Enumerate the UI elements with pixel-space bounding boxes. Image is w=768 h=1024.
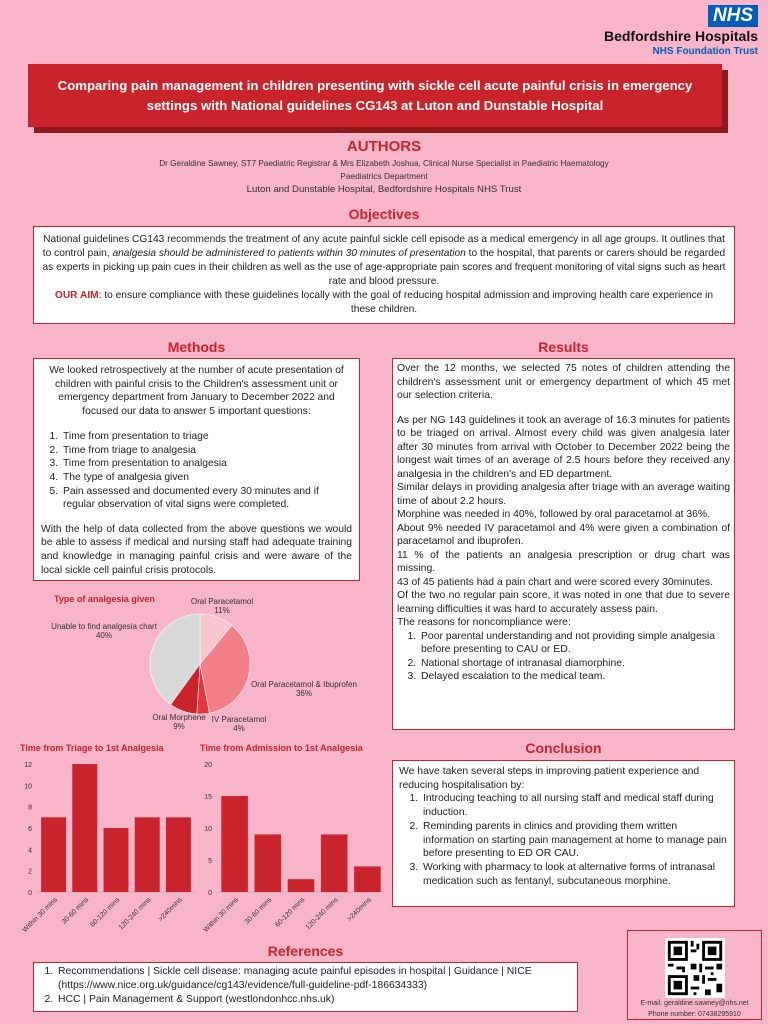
pie-label-oral-paracetamol bbox=[190, 597, 254, 615]
pie-label-oral-paracetamol-ibuprofen bbox=[245, 680, 363, 698]
conclusion-step: 1. Introducing teaching to all nursing staff and medical staff during induction. bbox=[421, 792, 728, 819]
poster-title: Comparing pain management in children presenting with sickle cell acute painful crisis in emergency settings with National guidelines CG143 at Luton and Dunstable Hospital bbox=[28, 64, 722, 127]
methods-questions bbox=[41, 430, 352, 511]
question-item: 3. Time from presentation to analgesia bbox=[61, 457, 352, 471]
bar-chart-triage bbox=[16, 756, 196, 946]
results-p3: Similar delays in providing analgesia after triage with an average waiting time of about 2.2 hours. bbox=[397, 482, 730, 507]
x-tick-label: >240mins bbox=[157, 896, 184, 924]
results-p5: About 9% needed IV paracetamol and 4% were given a combination of paracetamol and ibuprofen. bbox=[397, 522, 730, 548]
reason-item: 3. Delayed escalation to the medical team. bbox=[419, 670, 730, 684]
objectives-emphasis: analgesia should be administered to patients within 30 minutes of presentation bbox=[112, 248, 466, 260]
authors-heading: AUTHORS bbox=[346, 138, 422, 155]
pie-label-value: 36% bbox=[295, 689, 312, 698]
pie-label-text: Oral Morphene bbox=[152, 713, 206, 722]
y-tick-label: 12 bbox=[24, 762, 32, 769]
objectives-heading: Objectives bbox=[348, 206, 420, 222]
x-tick-label: 60-120 mins bbox=[274, 896, 307, 929]
nhs-logo: NHS bbox=[708, 5, 758, 27]
contact-email[interactable]: E-mail: geraldine.sawney@nhs.net bbox=[640, 1000, 749, 1007]
y-tick-label: 2 bbox=[28, 868, 32, 876]
bar bbox=[72, 764, 97, 892]
aim-label: OUR AIM bbox=[54, 290, 99, 302]
results-p6: 11 % of the patients an analgesia prescription or drug chart was missing. bbox=[397, 549, 730, 575]
reference-item: 1. Recommendations | Sickle cell disease: managing acute painful episodes in hospital | Guidance | NICE (https://www.nice.org.uk/guidance/cg143/evidence/full-guideline-pdf-186634333) bbox=[56, 965, 571, 993]
bar bbox=[288, 879, 315, 892]
author-department: Paediatrics Department bbox=[340, 171, 428, 182]
bar bbox=[135, 817, 160, 892]
pie-label-unable bbox=[48, 622, 160, 640]
pie-label-oral-morphene bbox=[146, 713, 212, 731]
pie-label-value: 40% bbox=[95, 631, 112, 640]
aim-text: : to ensure compliance with these guidelines locally with the goal of reducing hospital admission and improving health care experience in these children. bbox=[98, 290, 714, 316]
x-tick-label: Within 30 mins bbox=[202, 896, 241, 934]
question-item: 2. Time from triage to analgesia bbox=[61, 444, 352, 458]
conclusion-intro: We have taken several steps in improving patient experience and reducing hospitalisation by: bbox=[399, 766, 700, 791]
bar-chart-2-title: Time from Admission to 1st Analgesia bbox=[200, 743, 363, 753]
author-institution: Luton and Dunstable Hospital, Bedfordshire Hospitals NHS Trust bbox=[246, 183, 522, 195]
methods-closing: With the help of data collected from the above questions we would be able to assess if medical and nursing staff had adequate training and knowledge in managing painful crisis and were aware of the local sickle cell painful crisis protocols. bbox=[41, 523, 352, 576]
y-tick-label: 20 bbox=[204, 762, 212, 769]
pie-label-value: 11% bbox=[214, 606, 230, 615]
y-tick-label: 10 bbox=[204, 826, 212, 833]
reason-item: 1. Poor parental understanding and not providing simple analgesia before presenting to CAU or ED. bbox=[419, 630, 730, 657]
pie-label-value: 4% bbox=[233, 724, 245, 733]
qr-code-icon[interactable] bbox=[665, 938, 725, 998]
conclusion-step: 2. Reminding parents in clinics and providing them written information on starting pain management at home to manage pain before presenting to ED OR CAU. bbox=[421, 820, 728, 861]
y-tick-label: 0 bbox=[208, 890, 212, 897]
results-p4: Morphine was needed in 40%, followed by oral paracetamol at 36%. bbox=[397, 509, 711, 521]
conclusion-box bbox=[392, 760, 735, 907]
references-heading: References bbox=[267, 943, 344, 959]
bar bbox=[104, 828, 129, 892]
y-tick-label: 6 bbox=[28, 826, 32, 833]
pie-label-text: IV Paracetamol bbox=[211, 715, 267, 724]
bar bbox=[354, 866, 381, 892]
results-p9: The reasons for noncompliance were: bbox=[397, 617, 571, 629]
pie-label-value: 9% bbox=[173, 722, 185, 731]
pie-label-text: Oral Paracetamol & Ibuprofen bbox=[251, 680, 357, 689]
methods-box bbox=[33, 358, 360, 581]
bar bbox=[41, 817, 66, 892]
question-item: 5. Pain assessed and documented every 30 minutes and if regular observation of vital signs were completed. bbox=[61, 485, 352, 512]
y-tick-label: 4 bbox=[28, 847, 32, 855]
org-name: Bedfordshire Hospitals bbox=[603, 28, 758, 44]
contact-phone: Phone number: 07438295910 bbox=[648, 1011, 741, 1018]
noncompliance-reasons bbox=[397, 630, 730, 684]
objectives-box bbox=[33, 226, 735, 324]
methods-intro: We looked retrospectively at the number of acute presentation of children with painful crisis to the Children's assessment unit or emergency department from January to December 2022 and focused our data to answer 5 important questions: bbox=[49, 365, 344, 417]
pie-label-text: Oral Paracetamol bbox=[190, 597, 254, 606]
org-subtitle: NHS Foundation Trust bbox=[652, 46, 758, 57]
results-heading: Results bbox=[538, 339, 589, 355]
conclusion-step: 3. Working with pharmacy to look at alternative forms of intranasal medication such as fentanyl, subcutaneous morphine. bbox=[421, 861, 728, 888]
bar bbox=[166, 817, 191, 892]
pie-chart-title: Type of analgesia given bbox=[54, 594, 155, 604]
objectives-text-b: to the hospital, that parents or carers should be regarded as experts in picking up pain cues in their children as well as the use of age-appropriate pain scores and frequent monitoring of vital signs such as heart rate and blood pressure. bbox=[42, 248, 726, 288]
y-tick-label: 15 bbox=[204, 794, 212, 801]
reason-item: 2. National shortage of intranasal diamorphine. bbox=[419, 657, 730, 671]
bar bbox=[255, 834, 282, 892]
pie-label-text: Unable to find analgesia chart bbox=[51, 622, 157, 631]
references-box bbox=[33, 962, 578, 1012]
x-tick-label: 30-60 mins bbox=[243, 896, 274, 926]
question-item: 1. Time from presentation to triage bbox=[61, 430, 352, 444]
results-p1: Over the 12 months, we selected 75 notes of children attending the children's assessment unit or emergency department of which 45 met our selection criteria. bbox=[397, 363, 730, 402]
x-tick-label: 120-240 mins bbox=[117, 896, 153, 932]
conclusion-heading: Conclusion bbox=[525, 740, 602, 756]
y-tick-label: 5 bbox=[208, 858, 212, 865]
methods-heading: Methods bbox=[167, 339, 226, 355]
y-tick-label: 0 bbox=[28, 890, 32, 897]
reference-item: 2. HCC | Pain Management & Support (westlondonhcc.nhs.uk) bbox=[56, 993, 571, 1007]
y-tick-label: 8 bbox=[28, 804, 32, 812]
bar bbox=[221, 796, 248, 892]
results-p7: 43 of 45 patients had a pain chart and were scored every 30minutes. bbox=[397, 576, 713, 588]
x-tick-label: Within 30 mins bbox=[21, 896, 60, 934]
references-list bbox=[40, 965, 571, 1007]
x-tick-label: >240mins bbox=[346, 896, 373, 924]
bar-chart-admission bbox=[196, 756, 386, 946]
results-box bbox=[392, 358, 735, 730]
x-tick-label: 120-240 mins bbox=[304, 896, 340, 932]
x-tick-label: 30-60 mins bbox=[60, 896, 91, 926]
pie-slices bbox=[150, 614, 250, 714]
question-item: 4. The type of analgesia given bbox=[61, 471, 352, 485]
author-names: Dr Geraldine Sawney, ST7 Paediatric Registrar & Mrs Elizabeth Joshua, Clinical Nurse Specialist in Paediatric Haematology bbox=[159, 159, 609, 168]
authors-block bbox=[0, 158, 768, 197]
y-tick-label: 10 bbox=[24, 783, 32, 791]
bar-chart-1-title: Time from Triage to 1st Analgesia bbox=[20, 743, 164, 753]
objectives-text-a: National guidelines CG143 recommends the treatment of any acute painful sickle cell episode as a medical emergency in all age groups. It outlines that to control pain, bbox=[42, 234, 725, 260]
bar bbox=[321, 834, 348, 892]
results-p8: Of the two no regular pain score, it was noted in one that due to severe learning difficulties it was hard to accurately assess pain. bbox=[397, 590, 730, 615]
conclusion-steps bbox=[399, 792, 728, 888]
results-p2: As per NG 143 guidelines it took an average of 16.3 minutes for patients to be triaged on arrival. Almost every child was given analgesia later after 30 minutes from arrival with October to December 2022 being the longest wait times of an average of 2.5 hours before they received any analgesia in the children's and ED department. bbox=[397, 414, 730, 480]
pie-label-iv-paracetamol bbox=[206, 715, 272, 733]
x-tick-label: 60-120 mins bbox=[89, 896, 122, 929]
